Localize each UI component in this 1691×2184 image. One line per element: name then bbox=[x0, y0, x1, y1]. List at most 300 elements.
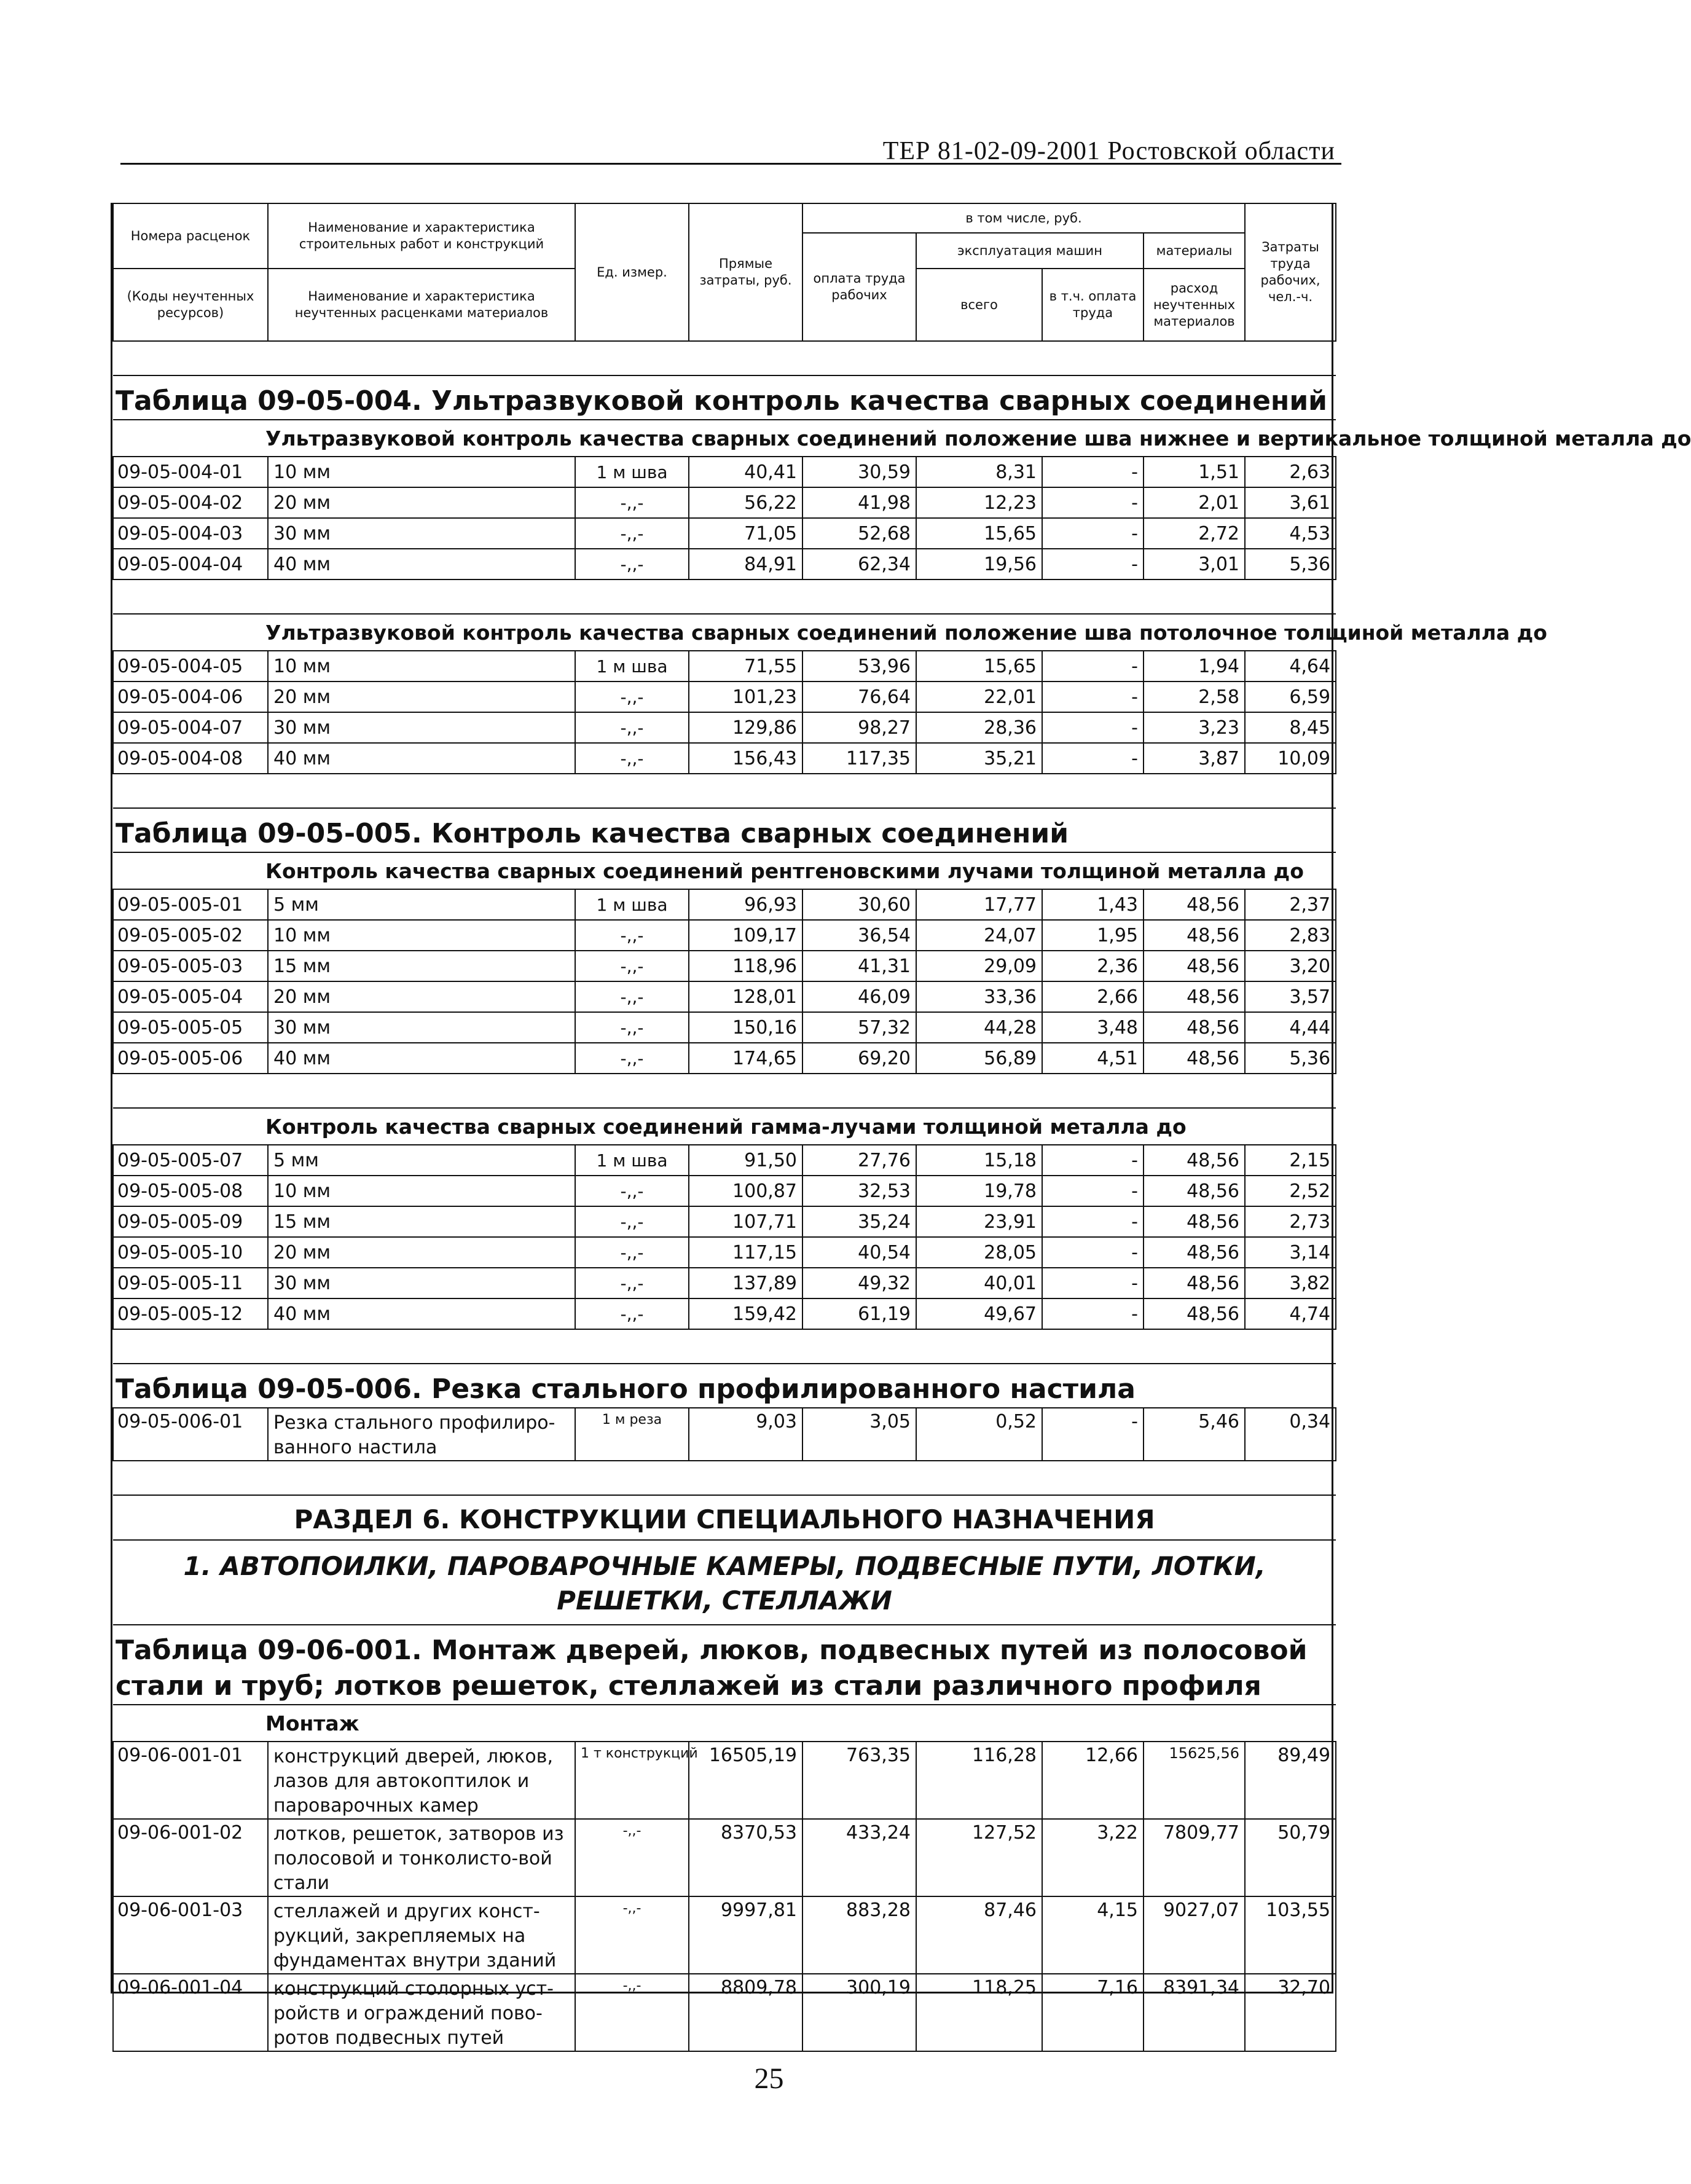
unit-cell: -,,- bbox=[575, 1974, 689, 2051]
unit-cell: 1 м шва bbox=[575, 651, 689, 682]
materials-cell: 3,87 bbox=[1144, 743, 1245, 774]
labor-cell: 5,36 bbox=[1245, 1043, 1336, 1074]
direct-cost-cell: 150,16 bbox=[689, 1012, 802, 1043]
unit-cell: -,,- bbox=[575, 1176, 689, 1206]
table-row bbox=[113, 682, 1336, 712]
machines-total-cell: 22,01 bbox=[916, 682, 1042, 712]
document-title: ТЕР 81-02-09-2001 Ростовской области bbox=[882, 137, 1335, 165]
machines-wages-cell: 1,43 bbox=[1042, 889, 1144, 920]
header-rule bbox=[120, 163, 1341, 165]
col-machines-total: всего bbox=[916, 269, 1042, 341]
materials-cell: 2,01 bbox=[1144, 487, 1245, 518]
rate-code-cell: 09-05-005-07 bbox=[113, 1145, 268, 1176]
machines-wages-cell: 2,66 bbox=[1042, 981, 1144, 1012]
subheader-005-2: Контроль качества сварных соединений гамма-лучами толщиной металла до bbox=[113, 1108, 1336, 1145]
rate-code-cell: 09-05-004-04 bbox=[113, 549, 268, 579]
direct-cost-cell: 84,91 bbox=[689, 549, 802, 579]
rate-code-cell: 09-05-004-08 bbox=[113, 743, 268, 774]
machines-total-cell: 116,28 bbox=[916, 1742, 1042, 1819]
spacer-row bbox=[113, 342, 1336, 375]
unit-cell: -,,- bbox=[575, 549, 689, 579]
subheader-004-2-row bbox=[113, 614, 1336, 651]
table-row bbox=[113, 518, 1336, 549]
machines-total-cell: 35,21 bbox=[916, 743, 1042, 774]
table-title-004-row bbox=[113, 375, 1336, 420]
page-number: 25 bbox=[754, 2062, 784, 2095]
machines-wages-cell: - bbox=[1042, 1206, 1144, 1237]
work-name-cell: Резка стального профилиро-ванного настила bbox=[268, 1408, 575, 1461]
table-row bbox=[113, 1176, 1336, 1206]
work-name-cell: 5 мм bbox=[268, 1145, 575, 1176]
unit-cell: -,,- bbox=[575, 951, 689, 981]
machines-wages-cell: - bbox=[1042, 549, 1144, 579]
wages-cell: 49,32 bbox=[802, 1268, 916, 1298]
work-name-cell: 30 мм bbox=[268, 518, 575, 549]
labor-cell: 3,82 bbox=[1245, 1268, 1336, 1298]
labor-cell: 89,49 bbox=[1245, 1742, 1336, 1819]
machines-total-cell: 8,31 bbox=[916, 457, 1042, 487]
table-row bbox=[113, 1408, 1336, 1461]
spacer bbox=[113, 1074, 1336, 1108]
table-row bbox=[113, 712, 1336, 743]
machines-wages-cell: - bbox=[1042, 1298, 1144, 1329]
labor-cell: 4,64 bbox=[1245, 651, 1336, 682]
table-row bbox=[113, 487, 1336, 518]
labor-cell: 3,57 bbox=[1245, 981, 1336, 1012]
spacer-row bbox=[113, 1329, 1336, 1364]
spacer bbox=[113, 342, 1336, 375]
spacer bbox=[113, 1461, 1336, 1495]
spacer bbox=[113, 774, 1336, 808]
machines-wages-cell: - bbox=[1042, 457, 1144, 487]
col-materials: материалы bbox=[1144, 233, 1245, 269]
materials-cell: 9027,07 bbox=[1144, 1896, 1245, 1974]
machines-total-cell: 118,25 bbox=[916, 1974, 1042, 2051]
work-name-cell: 15 мм bbox=[268, 951, 575, 981]
table-row bbox=[113, 1268, 1336, 1298]
materials-cell: 48,56 bbox=[1144, 1176, 1245, 1206]
rate-code-cell: 09-06-001-04 bbox=[113, 1974, 268, 2051]
wages-cell: 32,53 bbox=[802, 1176, 916, 1206]
table-title-006: Таблица 09-05-006. Резка стального профилированного настила bbox=[113, 1364, 1336, 1408]
subheader-004-1: Ультразвуковой контроль качества сварных соединений положение шва нижнее и вертикальное толщиной металла до bbox=[113, 420, 1336, 457]
unit-cell: -,,- bbox=[575, 712, 689, 743]
wages-cell: 53,96 bbox=[802, 651, 916, 682]
wages-cell: 763,35 bbox=[802, 1742, 916, 1819]
col-direct: Прямые затраты, руб. bbox=[689, 203, 802, 341]
machines-wages-cell: 1,95 bbox=[1042, 920, 1144, 951]
labor-cell: 0,34 bbox=[1245, 1408, 1336, 1461]
subsection-title-row bbox=[113, 1540, 1336, 1625]
unit-cell: -,,- bbox=[575, 743, 689, 774]
work-name-cell: конструкций столорных уст-ройств и ограждений пово-ротов подвесных путей bbox=[268, 1974, 575, 2051]
materials-cell: 48,56 bbox=[1144, 1268, 1245, 1298]
rate-code-cell: 09-05-005-08 bbox=[113, 1176, 268, 1206]
rate-code-cell: 09-06-001-02 bbox=[113, 1819, 268, 1896]
machines-wages-cell: 4,51 bbox=[1042, 1043, 1144, 1074]
table-row bbox=[113, 1043, 1336, 1074]
table-row bbox=[113, 951, 1336, 981]
wages-cell: 27,76 bbox=[802, 1145, 916, 1176]
direct-cost-cell: 71,55 bbox=[689, 651, 802, 682]
machines-wages-cell: - bbox=[1042, 1408, 1144, 1461]
work-name-cell: 10 мм bbox=[268, 1176, 575, 1206]
work-name-cell: 30 мм bbox=[268, 1268, 575, 1298]
labor-cell: 5,36 bbox=[1245, 549, 1336, 579]
table-row bbox=[113, 981, 1336, 1012]
work-name-cell: 40 мм bbox=[268, 1298, 575, 1329]
machines-total-cell: 15,65 bbox=[916, 518, 1042, 549]
labor-cell: 3,20 bbox=[1245, 951, 1336, 981]
unit-cell: -,,- bbox=[575, 1896, 689, 1974]
machines-wages-cell: - bbox=[1042, 651, 1144, 682]
machines-wages-cell: 3,48 bbox=[1042, 1012, 1144, 1043]
machines-wages-cell: 3,22 bbox=[1042, 1819, 1144, 1896]
work-name-cell: 15 мм bbox=[268, 1206, 575, 1237]
wages-cell: 57,32 bbox=[802, 1012, 916, 1043]
labor-cell: 2,15 bbox=[1245, 1145, 1336, 1176]
unit-cell: -,,- bbox=[575, 1206, 689, 1237]
work-name-cell: 30 мм bbox=[268, 1012, 575, 1043]
labor-cell: 103,55 bbox=[1245, 1896, 1336, 1974]
materials-cell: 2,72 bbox=[1144, 518, 1245, 549]
materials-cell: 48,56 bbox=[1144, 1145, 1245, 1176]
wages-cell: 36,54 bbox=[802, 920, 916, 951]
rate-code-cell: 09-05-005-11 bbox=[113, 1268, 268, 1298]
rate-code-cell: 09-05-005-10 bbox=[113, 1237, 268, 1268]
col-codes: Номера расценок bbox=[113, 203, 268, 269]
work-name-cell: 10 мм bbox=[268, 457, 575, 487]
direct-cost-cell: 8809,78 bbox=[689, 1974, 802, 2051]
work-name-cell: 20 мм bbox=[268, 1237, 575, 1268]
work-name-cell: 10 мм bbox=[268, 920, 575, 951]
materials-cell: 1,51 bbox=[1144, 457, 1245, 487]
wages-cell: 30,60 bbox=[802, 889, 916, 920]
unit-cell: -,,- bbox=[575, 920, 689, 951]
machines-total-cell: 17,77 bbox=[916, 889, 1042, 920]
unit-cell: -,,- bbox=[575, 1268, 689, 1298]
table-title-005-row bbox=[113, 808, 1336, 852]
labor-cell: 32,70 bbox=[1245, 1974, 1336, 2051]
machines-wages-cell: - bbox=[1042, 712, 1144, 743]
wages-cell: 41,98 bbox=[802, 487, 916, 518]
unit-cell: -,,- bbox=[575, 1819, 689, 1896]
rate-code-cell: 09-06-001-01 bbox=[113, 1742, 268, 1819]
direct-cost-cell: 96,93 bbox=[689, 889, 802, 920]
direct-cost-cell: 56,22 bbox=[689, 487, 802, 518]
unit-cell: -,,- bbox=[575, 682, 689, 712]
materials-cell: 48,56 bbox=[1144, 1043, 1245, 1074]
rate-code-cell: 09-05-005-02 bbox=[113, 920, 268, 951]
col-unit: Ед. измер. bbox=[575, 203, 689, 341]
machines-total-cell: 44,28 bbox=[916, 1012, 1042, 1043]
table-row bbox=[113, 1237, 1336, 1268]
rate-code-cell: 09-05-005-05 bbox=[113, 1012, 268, 1043]
direct-cost-cell: 129,86 bbox=[689, 712, 802, 743]
spacer bbox=[113, 579, 1336, 614]
direct-cost-cell: 174,65 bbox=[689, 1043, 802, 1074]
work-name-cell: стеллажей и других конст-рукций, закрепляемых на фундаментах внутри зданий bbox=[268, 1896, 575, 1974]
materials-cell: 2,58 bbox=[1144, 682, 1245, 712]
unit-cell: -,,- bbox=[575, 1237, 689, 1268]
spacer-row bbox=[113, 579, 1336, 614]
spacer bbox=[113, 1329, 1336, 1364]
machines-total-cell: 127,52 bbox=[916, 1819, 1042, 1896]
subheader-005-1: Контроль качества сварных соединений рентгеновскими лучами толщиной металла до bbox=[113, 852, 1336, 889]
unit-cell: -,,- bbox=[575, 981, 689, 1012]
direct-cost-cell: 9,03 bbox=[689, 1408, 802, 1461]
col-machines-wages: в т.ч. оплата труда bbox=[1042, 269, 1144, 341]
table-row bbox=[113, 920, 1336, 951]
labor-cell: 3,61 bbox=[1245, 487, 1336, 518]
wages-cell: 41,31 bbox=[802, 951, 916, 981]
direct-cost-cell: 156,43 bbox=[689, 743, 802, 774]
machines-wages-cell: 12,66 bbox=[1042, 1742, 1144, 1819]
col-codes-sub: (Коды неучтенных ресурсов) bbox=[113, 269, 268, 341]
direct-cost-cell: 8370,53 bbox=[689, 1819, 802, 1896]
machines-wages-cell: 2,36 bbox=[1042, 951, 1144, 981]
spacer-row bbox=[113, 1461, 1336, 1495]
wages-cell: 300,19 bbox=[802, 1974, 916, 2051]
materials-cell: 8391,34 bbox=[1144, 1974, 1245, 2051]
labor-cell: 6,59 bbox=[1245, 682, 1336, 712]
labor-cell: 8,45 bbox=[1245, 712, 1336, 743]
spacer-row bbox=[113, 1074, 1336, 1108]
wages-cell: 40,54 bbox=[802, 1237, 916, 1268]
wages-cell: 117,35 bbox=[802, 743, 916, 774]
unit-cell: 1 м шва bbox=[575, 1145, 689, 1176]
subheader-005-2-row bbox=[113, 1108, 1336, 1145]
direct-cost-cell: 159,42 bbox=[689, 1298, 802, 1329]
wages-cell: 52,68 bbox=[802, 518, 916, 549]
table-row bbox=[113, 1298, 1336, 1329]
direct-cost-cell: 71,05 bbox=[689, 518, 802, 549]
wages-cell: 3,05 bbox=[802, 1408, 916, 1461]
materials-cell: 5,46 bbox=[1144, 1408, 1245, 1461]
table-row bbox=[113, 1145, 1336, 1176]
labor-cell: 50,79 bbox=[1245, 1819, 1336, 1896]
work-name-cell: 40 мм bbox=[268, 743, 575, 774]
rate-code-cell: 09-05-005-01 bbox=[113, 889, 268, 920]
labor-cell: 4,44 bbox=[1245, 1012, 1336, 1043]
col-labor: Затраты труда рабочих, чел.-ч. bbox=[1245, 203, 1336, 341]
rate-code-cell: 09-05-004-03 bbox=[113, 518, 268, 549]
work-name-cell: 30 мм bbox=[268, 712, 575, 743]
materials-cell: 7809,77 bbox=[1144, 1819, 1245, 1896]
rate-code-cell: 09-05-004-05 bbox=[113, 651, 268, 682]
machines-total-cell: 49,67 bbox=[916, 1298, 1042, 1329]
materials-cell: 1,94 bbox=[1144, 651, 1245, 682]
wages-cell: 69,20 bbox=[802, 1043, 916, 1074]
direct-cost-cell: 91,50 bbox=[689, 1145, 802, 1176]
machines-total-cell: 28,36 bbox=[916, 712, 1042, 743]
table-row bbox=[113, 549, 1336, 579]
spacer-row bbox=[113, 774, 1336, 808]
rate-code-cell: 09-05-004-01 bbox=[113, 457, 268, 487]
table-title-601-row bbox=[113, 1625, 1336, 1705]
rate-code-cell: 09-05-004-02 bbox=[113, 487, 268, 518]
direct-cost-cell: 40,41 bbox=[689, 457, 802, 487]
materials-cell: 3,01 bbox=[1144, 549, 1245, 579]
machines-total-cell: 23,91 bbox=[916, 1206, 1042, 1237]
rates-table bbox=[112, 342, 1691, 2052]
table-row bbox=[113, 889, 1336, 920]
direct-cost-cell: 128,01 bbox=[689, 981, 802, 1012]
machines-total-cell: 33,36 bbox=[916, 981, 1042, 1012]
subheader-004-1-row bbox=[113, 420, 1336, 457]
machines-total-cell: 56,89 bbox=[916, 1043, 1042, 1074]
direct-cost-cell: 117,15 bbox=[689, 1237, 802, 1268]
labor-cell: 3,14 bbox=[1245, 1237, 1336, 1268]
labor-cell: 2,37 bbox=[1245, 889, 1336, 920]
materials-cell: 48,56 bbox=[1144, 889, 1245, 920]
table-title-004: Таблица 09-05-004. Ультразвуковой контроль качества сварных соединений bbox=[113, 375, 1336, 420]
subheader-601-row bbox=[113, 1705, 1336, 1742]
machines-wages-cell: - bbox=[1042, 487, 1144, 518]
machines-wages-cell: - bbox=[1042, 1237, 1144, 1268]
machines-total-cell: 12,23 bbox=[916, 487, 1042, 518]
labor-cell: 4,74 bbox=[1245, 1298, 1336, 1329]
labor-cell: 2,83 bbox=[1245, 920, 1336, 951]
machines-total-cell: 0,52 bbox=[916, 1408, 1042, 1461]
table-title-005: Таблица 09-05-005. Контроль качества сварных соединений bbox=[113, 808, 1336, 852]
unit-cell: 1 м шва bbox=[575, 457, 689, 487]
table-row bbox=[113, 1896, 1336, 1974]
wages-cell: 98,27 bbox=[802, 712, 916, 743]
table-row bbox=[113, 457, 1336, 487]
rate-code-cell: 09-05-004-07 bbox=[113, 712, 268, 743]
materials-cell: 48,56 bbox=[1144, 981, 1245, 1012]
table-row bbox=[113, 743, 1336, 774]
work-name-cell: 20 мм bbox=[268, 682, 575, 712]
wages-cell: 61,19 bbox=[802, 1298, 916, 1329]
table-row bbox=[113, 1974, 1336, 2051]
work-name-cell: 20 мм bbox=[268, 981, 575, 1012]
table-row bbox=[113, 1012, 1336, 1043]
materials-cell: 48,56 bbox=[1144, 920, 1245, 951]
direct-cost-cell: 9997,81 bbox=[689, 1896, 802, 1974]
rate-code-cell: 09-05-005-04 bbox=[113, 981, 268, 1012]
machines-total-cell: 15,18 bbox=[916, 1145, 1042, 1176]
machines-wages-cell: 4,15 bbox=[1042, 1896, 1144, 1974]
machines-total-cell: 29,09 bbox=[916, 951, 1042, 981]
labor-cell: 2,73 bbox=[1245, 1206, 1336, 1237]
labor-cell: 4,53 bbox=[1245, 518, 1336, 549]
unit-cell: -,,- bbox=[575, 1043, 689, 1074]
machines-total-cell: 19,56 bbox=[916, 549, 1042, 579]
column-header-table bbox=[112, 203, 1336, 342]
materials-cell: 48,56 bbox=[1144, 1237, 1245, 1268]
materials-cell: 48,56 bbox=[1144, 1206, 1245, 1237]
table-title-006-row bbox=[113, 1364, 1336, 1408]
wages-cell: 62,34 bbox=[802, 549, 916, 579]
work-name-cell: 5 мм bbox=[268, 889, 575, 920]
subheader-005-1-row bbox=[113, 852, 1336, 889]
machines-wages-cell: - bbox=[1042, 1268, 1144, 1298]
machines-total-cell: 24,07 bbox=[916, 920, 1042, 951]
labor-cell: 2,63 bbox=[1245, 457, 1336, 487]
machines-wages-cell: - bbox=[1042, 1145, 1144, 1176]
table-row bbox=[113, 1206, 1336, 1237]
direct-cost-cell: 100,87 bbox=[689, 1176, 802, 1206]
machines-total-cell: 19,78 bbox=[916, 1176, 1042, 1206]
machines-total-cell: 40,01 bbox=[916, 1268, 1042, 1298]
wages-cell: 46,09 bbox=[802, 981, 916, 1012]
section-title: РАЗДЕЛ 6. КОНСТРУКЦИИ СПЕЦИАЛЬНОГО НАЗНАЧЕНИЯ bbox=[113, 1495, 1336, 1540]
rate-code-cell: 09-05-005-09 bbox=[113, 1206, 268, 1237]
direct-cost-cell: 101,23 bbox=[689, 682, 802, 712]
work-name-cell: конструкций дверей, люков, лазов для автокоптилок и пароварочных камер bbox=[268, 1742, 575, 1819]
col-including: в том числе, руб. bbox=[802, 203, 1245, 233]
subheader-004-2: Ультразвуковой контроль качества сварных соединений положение шва потолочное толщиной металла до bbox=[113, 614, 1336, 651]
direct-cost-cell: 137,89 bbox=[689, 1268, 802, 1298]
labor-cell: 10,09 bbox=[1245, 743, 1336, 774]
unit-cell: -,,- bbox=[575, 1298, 689, 1329]
table-row bbox=[113, 651, 1336, 682]
work-name-cell: 10 мм bbox=[268, 651, 575, 682]
materials-cell: 48,56 bbox=[1144, 951, 1245, 981]
col-name: Наименование и характеристика строительных работ и конструкций bbox=[268, 203, 575, 269]
wages-cell: 76,64 bbox=[802, 682, 916, 712]
subsection-title: 1. АВТОПОИЛКИ, ПАРОВАРОЧНЫЕ КАМЕРЫ, ПОДВЕСНЫЕ ПУТИ, ЛОТКИ, РЕШЕТКИ, СТЕЛЛАЖИ bbox=[113, 1540, 1336, 1625]
machines-wages-cell: - bbox=[1042, 518, 1144, 549]
work-name-cell: 20 мм bbox=[268, 487, 575, 518]
work-name-cell: 40 мм bbox=[268, 549, 575, 579]
rate-code-cell: 09-05-004-06 bbox=[113, 682, 268, 712]
col-materials-sub: расход неучтенных материалов bbox=[1144, 269, 1245, 341]
machines-total-cell: 28,05 bbox=[916, 1237, 1042, 1268]
work-name-cell: 40 мм bbox=[268, 1043, 575, 1074]
table-row bbox=[113, 1742, 1336, 1819]
unit-cell: -,,- bbox=[575, 518, 689, 549]
wages-cell: 35,24 bbox=[802, 1206, 916, 1237]
labor-cell: 2,52 bbox=[1245, 1176, 1336, 1206]
materials-cell: 3,23 bbox=[1144, 712, 1245, 743]
work-name-cell: лотков, решеток, затворов из полосовой и тонколисто-вой стали bbox=[268, 1819, 575, 1896]
wages-cell: 30,59 bbox=[802, 457, 916, 487]
materials-cell: 15625,56 bbox=[1144, 1742, 1245, 1819]
unit-cell: 1 т конструкций bbox=[575, 1742, 689, 1819]
materials-cell: 48,56 bbox=[1144, 1298, 1245, 1329]
document-frame bbox=[111, 203, 1691, 2049]
rate-code-cell: 09-05-005-06 bbox=[113, 1043, 268, 1074]
unit-cell: -,,- bbox=[575, 487, 689, 518]
unit-cell: -,,- bbox=[575, 1012, 689, 1043]
col-name-sub: Наименование и характеристика неучтенных расценками материалов bbox=[268, 269, 575, 341]
subheader-601: Монтаж bbox=[113, 1705, 1336, 1742]
unit-cell: 1 м реза bbox=[575, 1408, 689, 1461]
machines-wages-cell: 7,16 bbox=[1042, 1974, 1144, 2051]
rate-code-cell: 09-05-005-12 bbox=[113, 1298, 268, 1329]
machines-total-cell: 15,65 bbox=[916, 651, 1042, 682]
machines-wages-cell: - bbox=[1042, 682, 1144, 712]
rate-code-cell: 09-05-005-03 bbox=[113, 951, 268, 981]
col-machines: эксплуатация машин bbox=[916, 233, 1144, 269]
machines-wages-cell: - bbox=[1042, 1176, 1144, 1206]
section-title-row bbox=[113, 1495, 1336, 1540]
rate-code-cell: 09-06-001-03 bbox=[113, 1896, 268, 1974]
machines-wages-cell: - bbox=[1042, 743, 1144, 774]
materials-cell: 48,56 bbox=[1144, 1012, 1245, 1043]
direct-cost-cell: 107,71 bbox=[689, 1206, 802, 1237]
direct-cost-cell: 118,96 bbox=[689, 951, 802, 981]
col-wages: оплата труда рабочих bbox=[802, 233, 916, 341]
machines-total-cell: 87,46 bbox=[916, 1896, 1042, 1974]
rate-code-cell: 09-05-006-01 bbox=[113, 1408, 268, 1461]
direct-cost-cell: 109,17 bbox=[689, 920, 802, 951]
table-row bbox=[113, 1819, 1336, 1896]
wages-cell: 433,24 bbox=[802, 1819, 916, 1896]
